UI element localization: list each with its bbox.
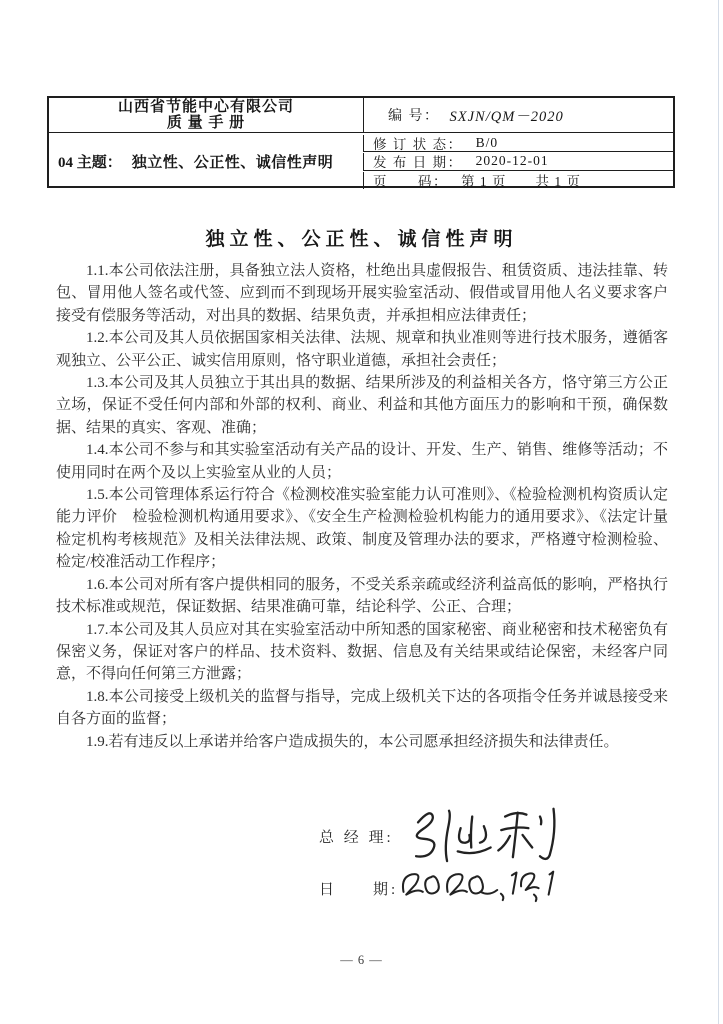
revision-value: B/0 (475, 134, 499, 150)
paragraph-1-2: 1.2.本公司及其人员依据国家相关法律、法规、规章和执业准则等进行技术服务，遵循客观独立、公平公正、诚实信用原则，恪守职业道德，承担社会责任； (56, 330, 668, 369)
manual-title: 质 量 手 册 (166, 115, 246, 131)
header-table (47, 96, 675, 188)
subject-label: 04 主题： (58, 154, 122, 171)
paragraph-1-3: 1.3.本公司及其人员独立于其出具的数据、结果所涉及的利益相关各方，恪守第三方公正立场，保证不受任何内部和外部的权利、商业、利益和其他方面压力的影响和干预，确保数据、结果的真实、客观、准确； (56, 375, 668, 436)
date-handwriting (398, 866, 556, 903)
revision-label: 修 订 状 态： (373, 136, 463, 152)
page-number: — 6 — (340, 953, 383, 967)
declaration-body (56, 260, 668, 753)
paragraph-1-5: 1.5.本公司管理体系运行符合《检测校准实验室能力认可准则》、《检验检测机构资质认定能力评价 检验检测机构通用要求》、《安全生产检测检验机构能力的通用要求》、《法定计量检定机构考核规范》及相关法律法规、政策、制度及管理办法的要求，严格遵守检测检验、检定/校准活动工作程序； (56, 487, 668, 571)
revision-row (363, 135, 675, 153)
signature-handwriting (396, 803, 562, 863)
doc-number-label: 编 号： (388, 109, 440, 124)
paragraph-1-1: 1.1.本公司依法注册，具备独立法人资格，杜绝出具虚假报告、租赁资质、违法挂靠、转包、冒用他人签名或代签、应到而不到现场开展实验室活动、假借或冒用他人名义要求客户接受有偿服务等活动，对出具的数据、结果负责，并承担相应法律责任； (56, 263, 668, 324)
paragraph-1-4: 1.4.本公司不参与和其实验室活动有关产品的设计、开发、生产、销售、维修等活动；不使用同时在两个及以上实验室从业的人员； (56, 442, 668, 481)
issue-date-row (363, 153, 675, 171)
date-label: 日 期: (319, 882, 399, 898)
header-company-cell (49, 98, 363, 133)
subject-cell (49, 135, 363, 189)
paragraph-1-6: 1.6.本公司对所有客户提供相同的服务，不受关系亲疏或经济利益高低的影响，严格执行技术标准或规范，保证数据、结果准确可靠，结论科学、公正、合理； (56, 576, 668, 616)
company-name: 山西省节能中心有限公司 (117, 98, 294, 115)
paragraph-1-9: 1.9.若有违反以上承诺并给客户造成损失的，本公司愿承担经济损失和法律责任。 (86, 733, 619, 750)
doc-number-cell (363, 98, 675, 133)
subject-value: 独立性、公正性、诚信性声明 (131, 154, 334, 171)
doc-number-value: SXJN/QM－2020 (449, 108, 564, 125)
page-code-value: 第 1 页 共 1 页 (461, 174, 581, 190)
page-title: 独立性、公正性、诚信性声明 (205, 229, 518, 250)
paragraph-1-7: 1.7.本公司及其人员应对其在实验室活动中所知悉的国家秘密、商业秘密和技术秘密负有保密义务，保证对客户的样品、技术资料、数据、信息及有关结果或结论保密，未经客户同意，不得向任何第三方泄露； (56, 621, 668, 683)
paragraph-1-8: 1.8.本公司接受上级机关的监督与指导，完成上级机关下达的各项指令任务并诚恳接受来自各方面的监督； (56, 688, 668, 728)
page-code-label: 页 码： (373, 174, 448, 190)
general-manager-label: 总 经 理: (319, 830, 394, 846)
scan-edge-artifact (718, 0, 719, 1024)
page-code-row (363, 172, 675, 190)
issue-date-label: 发 布 日 期： (373, 155, 463, 171)
issue-date-value: 2020-12-01 (475, 153, 549, 169)
